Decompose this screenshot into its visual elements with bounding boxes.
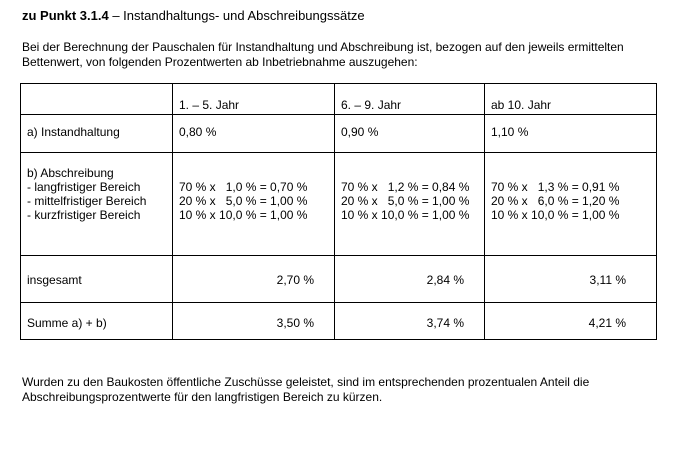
calc-line (491, 166, 650, 180)
section-heading (22, 8, 365, 23)
calc-line: 70 % x 1,2 % = 0,84 % (341, 180, 470, 194)
value-cell: 2,84 % (335, 256, 485, 303)
calc-cell (173, 153, 335, 256)
intro-line: Bettenwert, von folgenden Prozentwerten ab Inbetriebnahme auszugehen: (22, 55, 418, 69)
calc-line: 20 % x 5,0 % = 1,00 % (341, 194, 470, 208)
header-cell-year-10: ab 10. Jahr (485, 84, 657, 115)
calc-line: 70 % x 1,3 % = 0,91 % (491, 180, 620, 194)
row-label: Summe a) + b) (21, 303, 173, 340)
row-label: b) Abschreibung (27, 166, 114, 180)
value-cell: 2,70 % (173, 256, 335, 303)
rates-table (20, 83, 657, 340)
table-row-insgesamt (21, 256, 657, 303)
header-cell-year-6-9: 6. – 9. Jahr (335, 84, 485, 115)
table-row-abschreibung (21, 153, 657, 256)
calc-line: 10 % x 10,0 % = 1,00 % (341, 208, 470, 222)
table-row-summe (21, 303, 657, 340)
calc-line: 10 % x 10,0 % = 1,00 % (179, 208, 308, 222)
calc-line: 70 % x 1,0 % = 0,70 % (179, 180, 308, 194)
calc-line (179, 166, 328, 180)
table-header-row (21, 84, 657, 115)
table-row-instandhaltung (21, 115, 657, 153)
row-sublabel: - kurzfristiger Bereich (27, 208, 141, 222)
intro-paragraph (22, 40, 672, 70)
value-cell: 0,90 % (335, 115, 485, 153)
value-cell: 3,50 % (173, 303, 335, 340)
row-sublabel: - langfristiger Bereich (27, 180, 141, 194)
footer-paragraph (22, 375, 672, 405)
calc-line: 10 % x 10,0 % = 1,00 % (491, 208, 620, 222)
heading-prefix: zu Punkt 3.1.4 (22, 8, 109, 23)
calc-line: 20 % x 6,0 % = 1,20 % (491, 194, 620, 208)
value-cell: 4,21 % (485, 303, 657, 340)
footer-line: Abschreibungsprozentwerte für den langfristigen Bereich zu kürzen. (22, 390, 383, 404)
header-cell-empty (21, 84, 173, 115)
footer-line: Wurden zu den Baukosten öffentliche Zuschüsse geleistet, sind im entsprechenden prozentualen Anteil die (22, 375, 590, 389)
header-cell-year-1-5: 1. – 5. Jahr (173, 84, 335, 115)
intro-line: Bei der Berechnung der Pauschalen für Instandhaltung und Abschreibung ist, bezogen auf den jeweils ermittelten (22, 40, 624, 54)
value-cell: 1,10 % (485, 115, 657, 153)
row-label: a) Instandhaltung (21, 115, 173, 153)
value-cell: 3,74 % (335, 303, 485, 340)
value-cell: 0,80 % (173, 115, 335, 153)
row-sublabel: - mittelfristiger Bereich (27, 194, 147, 208)
heading-title: – Instandhaltungs- und Abschreibungssätze (112, 8, 365, 23)
calc-line: 20 % x 5,0 % = 1,00 % (179, 194, 308, 208)
calc-cell (335, 153, 485, 256)
calc-line (341, 166, 478, 180)
row-label: insgesamt (21, 256, 173, 303)
row-label-block (21, 153, 173, 256)
calc-cell (485, 153, 657, 256)
value-cell: 3,11 % (485, 256, 657, 303)
